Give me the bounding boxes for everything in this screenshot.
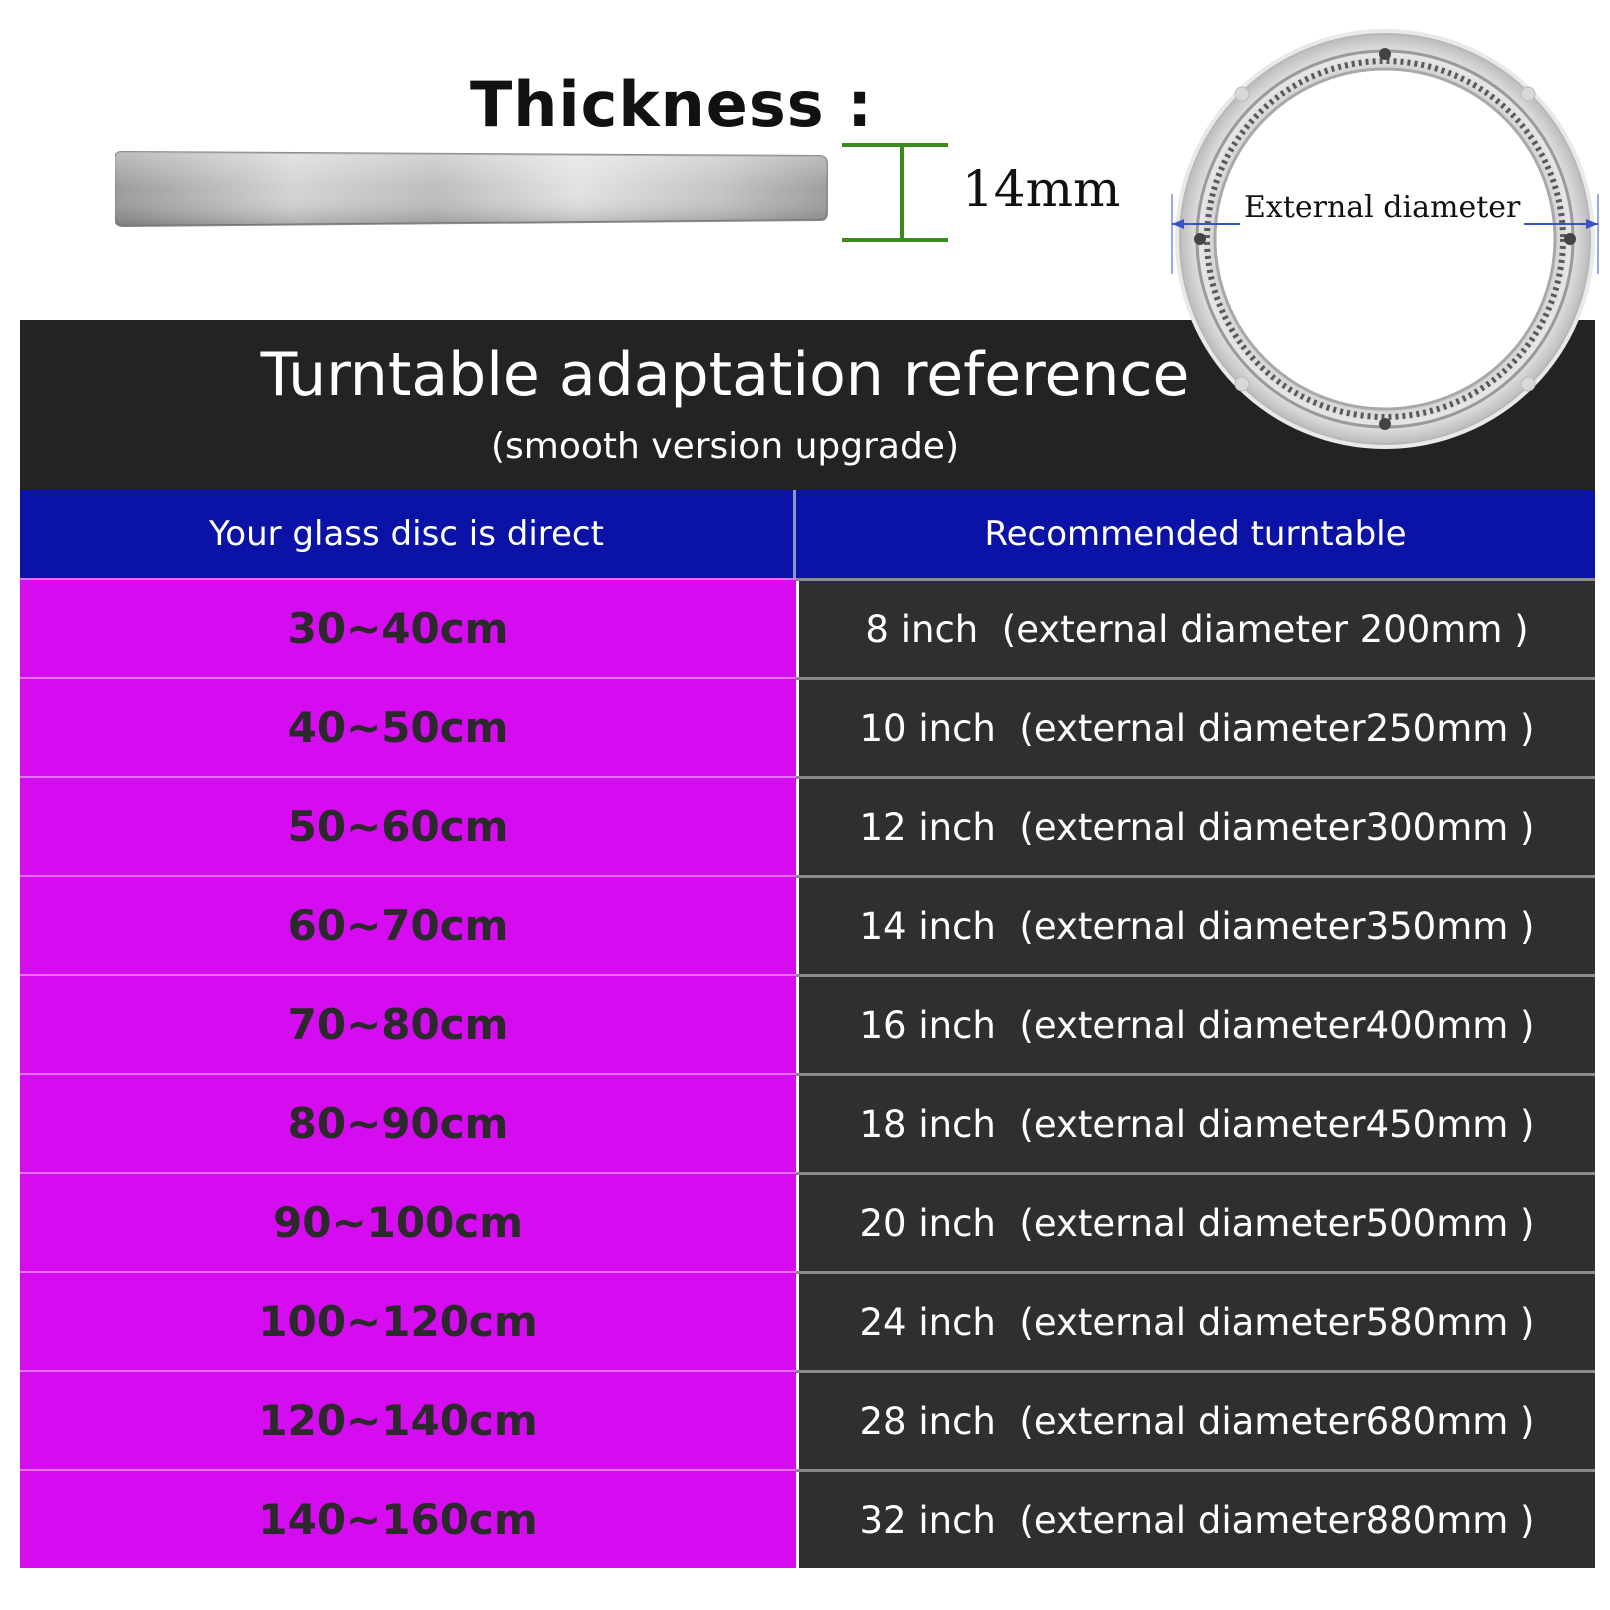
disc-size-cell: 50~60cm: [20, 776, 796, 875]
table-row: [20, 1172, 1595, 1271]
table-row: [20, 776, 1595, 875]
thickness-title: Thickness :: [470, 68, 874, 141]
column-header-turntable: Recommended turntable: [984, 514, 1407, 554]
disc-size-cell: 120~140cm: [20, 1370, 796, 1469]
disc-size-cell: 60~70cm: [20, 875, 796, 974]
turntable-size-cell: 12 inch (external diameter300mm ): [796, 779, 1595, 875]
adaptation-table: [20, 490, 1595, 1568]
turntable-size-cell: 24 inch (external diameter580mm ): [796, 1274, 1595, 1370]
table-row: [20, 1469, 1595, 1568]
disc-size-cell: 40~50cm: [20, 677, 796, 776]
turntable-size-cell: 10 inch (external diameter250mm ): [796, 680, 1595, 776]
disc-size-cell: 140~160cm: [20, 1469, 796, 1568]
table-header: [20, 490, 1595, 578]
page-subtitle: (smooth version upgrade): [490, 426, 960, 467]
column-header-disc: Your glass disc is direct: [20, 490, 796, 578]
table-body: [20, 578, 1595, 1568]
table-row: [20, 974, 1595, 1073]
turntable-size-cell: 8 inch (external diameter 200mm ): [796, 581, 1595, 677]
turntable-size-cell: 16 inch (external diameter400mm ): [796, 977, 1595, 1073]
external-diameter-label: External diameter: [1240, 190, 1524, 225]
page-title: Turntable adaptation reference: [260, 340, 1190, 410]
table-row: [20, 578, 1595, 677]
table-row: [20, 677, 1595, 776]
table-row: [20, 1073, 1595, 1172]
disc-size-cell: 70~80cm: [20, 974, 796, 1073]
disc-size-cell: 30~40cm: [20, 578, 796, 677]
table-row: [20, 1271, 1595, 1370]
thickness-value: 14mm: [962, 160, 1121, 218]
turntable-size-cell: 32 inch (external diameter880mm ): [796, 1472, 1595, 1568]
disc-size-cell: 100~120cm: [20, 1271, 796, 1370]
disc-size-cell: 90~100cm: [20, 1172, 796, 1271]
table-row: [20, 875, 1595, 974]
turntable-ring-image: [1170, 24, 1600, 454]
turntable-size-cell: 28 inch (external diameter680mm ): [796, 1373, 1595, 1469]
turntable-size-cell: 14 inch (external diameter350mm ): [796, 878, 1595, 974]
turntable-size-cell: 20 inch (external diameter500mm ): [796, 1175, 1595, 1271]
turntable-side-bar-image: [115, 148, 830, 230]
turntable-size-cell: 18 inch (external diameter450mm ): [796, 1076, 1595, 1172]
disc-size-cell: 80~90cm: [20, 1073, 796, 1172]
table-row: [20, 1370, 1595, 1469]
thickness-dimension-icon: [840, 142, 950, 244]
